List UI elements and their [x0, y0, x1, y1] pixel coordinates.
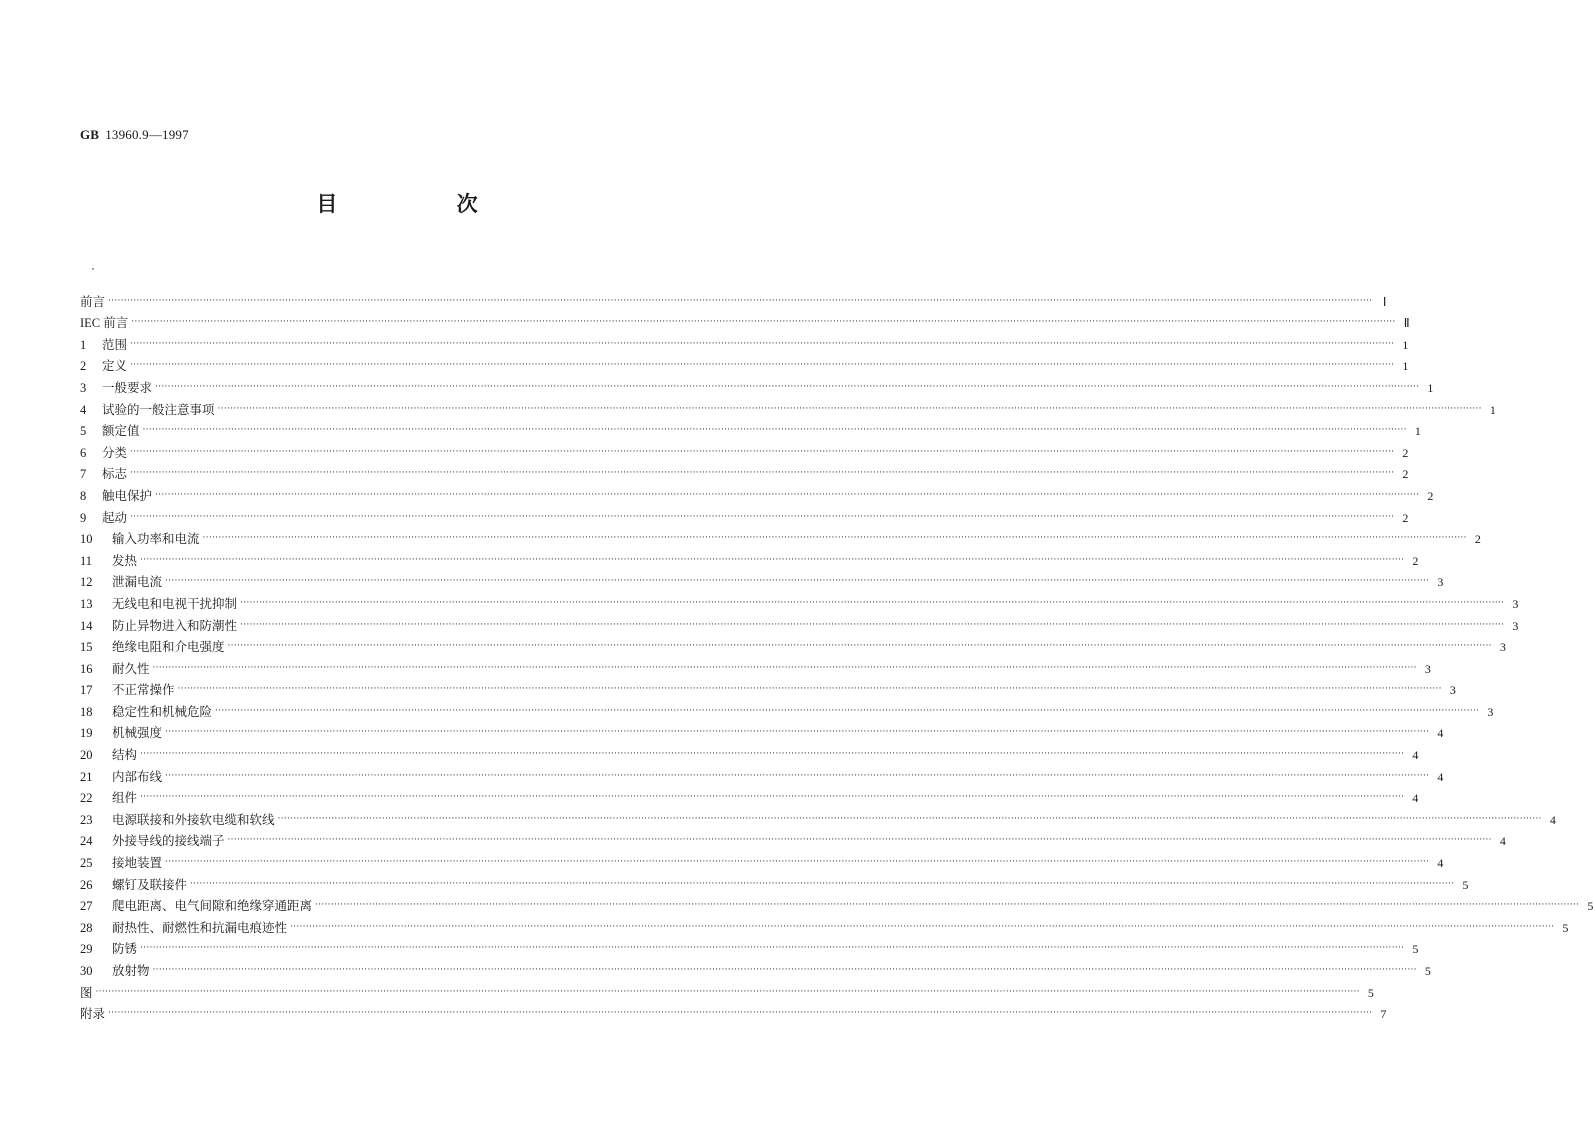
- toc-dot-leader: ················································································································································································································································································································································································································: [165, 857, 1430, 868]
- toc-entry[interactable]: [80, 395, 1496, 417]
- toc-entry-number: 22: [80, 791, 93, 806]
- toc-entry[interactable]: [80, 503, 1409, 525]
- toc-entry-page: 4: [1412, 748, 1419, 763]
- toc-dot-leader: ················································································································································································································································································································································································································: [240, 597, 1505, 608]
- toc-dot-leader: ················································································································································································································································································································································································································: [130, 511, 1395, 522]
- standard-prefix: GB: [80, 127, 100, 142]
- toc-entry-label: 图: [80, 984, 93, 1000]
- page-title: 目 次: [316, 192, 534, 216]
- toc-entry-number: 13: [80, 596, 93, 611]
- toc-entry-page: 4: [1437, 726, 1444, 741]
- toc-entry-number: 27: [80, 899, 93, 914]
- toc-entry-label: 机械强度: [112, 725, 163, 741]
- toc-entry-page: 1: [1402, 359, 1409, 374]
- toc-entry-number: 8: [80, 488, 87, 503]
- toc-dot-leader: ················································································································································································································································································································································································································: [130, 338, 1395, 349]
- toc-entry-page: 3: [1512, 618, 1519, 633]
- toc-dot-leader: ················································································································································································································································································································································································································: [190, 878, 1455, 889]
- toc-entry[interactable]: [80, 568, 1444, 590]
- toc-entry-page: Ⅰ: [1382, 294, 1387, 309]
- toc-entry[interactable]: [80, 330, 1409, 352]
- toc-dot-leader: ················································································································································································································································································································································································································: [165, 770, 1430, 781]
- toc-entry-number: 18: [80, 704, 93, 719]
- toc-dot-leader: ················································································································································································································································································································································································································: [130, 468, 1395, 479]
- toc-dot-leader: ················································································································································································································································································································································································································: [142, 425, 1407, 436]
- toc-entry-number: 19: [80, 726, 93, 741]
- toc-entry-page: 3: [1512, 596, 1519, 611]
- toc-dot-leader: ················································································································································································································································································································································································································: [227, 835, 1492, 846]
- toc-entry[interactable]: [80, 309, 1410, 331]
- toc-entry-label: 不正常操作: [112, 682, 175, 698]
- toc-dot-leader: ················································································································································································································································································································································································································: [108, 295, 1373, 306]
- toc-dot-leader: ················································································································································································································································································································································································································: [95, 986, 1360, 997]
- toc-dot-leader: ················································································································································································································································································································································································································: [140, 554, 1405, 565]
- toc-entry-number: 3: [80, 380, 87, 395]
- toc-dot-leader: ················································································································································································································································································································································································································: [155, 489, 1420, 500]
- toc-entry-label: 防止异物进入和防潮性: [112, 617, 238, 633]
- toc-entry-page: 1: [1489, 402, 1496, 417]
- toc-entry-label: 触电保护: [102, 487, 153, 503]
- toc-dot-leader: ················································································································································································································································································································································································································: [202, 533, 1467, 544]
- toc-dot-leader: ················································································································································································································································································································································································································: [240, 619, 1505, 630]
- toc-dot-leader: ················································································································································································································································································································································································································: [152, 965, 1417, 975]
- toc-entry[interactable]: [80, 848, 1444, 871]
- toc-entry-number: 15: [80, 640, 93, 655]
- toc-entry-page: 5: [1424, 964, 1431, 978]
- toc-dot-leader: ················································································································································································································································································································································································································: [130, 446, 1395, 457]
- toc-entry-label: 组件: [112, 790, 138, 806]
- toc-entry[interactable]: [80, 762, 1444, 784]
- toc-entry-label: 稳定性和机械危险: [112, 703, 213, 719]
- toc-entry[interactable]: [80, 784, 1419, 806]
- toc-dot-leader: ················································································································································································································································································································································································································: [165, 576, 1430, 587]
- toc-dot-leader: ················································································································································································································································································································································································································: [177, 684, 1442, 695]
- toc-entry-number: 21: [80, 769, 93, 784]
- toc-entry-number: 6: [80, 445, 87, 460]
- toc-entry-number: 7: [80, 467, 87, 482]
- toc-entry-page: 1: [1427, 380, 1434, 395]
- toc-entry-page: 3: [1487, 704, 1494, 719]
- toc-dot-leader: ················································································································································································································································································································································································································: [108, 1008, 1373, 1019]
- toc-entry[interactable]: [80, 481, 1434, 503]
- toc-entry[interactable]: [80, 978, 1374, 1000]
- toc-entry-number: 5: [80, 424, 87, 439]
- toc-entry-label: 前言: [80, 293, 106, 309]
- toc-entry-page: 3: [1449, 683, 1456, 698]
- toc-dot-leader: ················································································································································································································································································································································································································: [315, 900, 1580, 911]
- toc-dot-leader: ················································································································································································································································································································································································································: [155, 381, 1420, 392]
- toc-entry-page: 2: [1402, 467, 1409, 482]
- toc-entry-number: 17: [80, 683, 93, 698]
- toc-entry-label: 接地装置: [112, 855, 163, 871]
- toc-entry-label: 外接导线的接线端子: [112, 833, 225, 849]
- toc-entry-page: 2: [1402, 445, 1409, 460]
- toc-entry-number: 2: [80, 359, 87, 374]
- toc-entry[interactable]: [80, 438, 1409, 460]
- toc-entry-page: 4: [1412, 791, 1419, 806]
- toc-entry-number: 16: [80, 661, 93, 676]
- toc-entry[interactable]: [80, 417, 1421, 439]
- table-of-contents: [80, 287, 1593, 1022]
- toc-entry-label: 输入功率和电流: [112, 531, 200, 547]
- toc-entry[interactable]: [80, 892, 1593, 914]
- toc-entry-number: 23: [80, 812, 93, 827]
- toc-entry[interactable]: [80, 827, 1506, 849]
- toc-entry-number: 1: [80, 337, 87, 352]
- toc-dot-leader: ················································································································································································································································································································································································································: [227, 641, 1492, 652]
- toc-entry-label: 绝缘电阻和介电强度: [112, 639, 225, 655]
- toc-entry-page: 2: [1427, 488, 1434, 503]
- toc-entry-page: 4: [1437, 856, 1444, 871]
- toc-entry[interactable]: [80, 913, 1569, 935]
- toc-entry-label: 试验的一般注意事项: [102, 401, 215, 417]
- toc-entry-number: 9: [80, 510, 87, 525]
- toc-entry[interactable]: [80, 956, 1431, 978]
- toc-dot-leader: ················································································································································································································································································································································································································: [217, 403, 1482, 414]
- toc-entry[interactable]: [80, 373, 1434, 395]
- toc-entry[interactable]: [80, 589, 1519, 611]
- toc-entry[interactable]: [80, 719, 1444, 741]
- toc-entry-label: 发热: [112, 552, 138, 568]
- toc-entry[interactable]: [80, 460, 1409, 482]
- toc-entry-number: 12: [80, 575, 93, 590]
- toc-dot-leader: ················································································································································································································································································································································································································: [165, 727, 1430, 738]
- toc-entry-number: 11: [80, 553, 93, 568]
- toc-entry[interactable]: [80, 546, 1419, 568]
- toc-entry-label: 无线电和电视干扰抑制: [112, 595, 238, 611]
- toc-dot-leader: ················································································································································································································································································································································································································: [140, 749, 1405, 760]
- toc-entry[interactable]: [80, 697, 1494, 719]
- toc-entry-label: 泄漏电流: [112, 574, 163, 590]
- toc-entry-number: 10: [80, 532, 93, 547]
- toc-dot-leader: ················································································································································································································································································································································································································: [277, 813, 1542, 824]
- toc-entry-page: 3: [1437, 575, 1444, 590]
- toc-entry-label: 爬电距离、电气间隙和绝缘穿通距离: [112, 898, 313, 914]
- toc-entry[interactable]: [80, 611, 1519, 633]
- toc-entry[interactable]: [80, 740, 1419, 763]
- toc-entry-number: 30: [80, 964, 93, 978]
- toc-entry-label: 定义: [102, 358, 128, 374]
- toc-entry-number: 14: [80, 618, 93, 633]
- toc-entry-page: 4: [1437, 769, 1444, 784]
- toc-entry-label: 耐久性: [112, 660, 150, 676]
- toc-entry-page: 5: [1587, 899, 1593, 914]
- toc-entry-page: 3: [1424, 661, 1431, 676]
- toc-entry[interactable]: [80, 352, 1409, 374]
- toc-entry-number: 26: [80, 877, 93, 892]
- toc-entry-page: 5: [1367, 985, 1374, 1000]
- toc-entry[interactable]: [80, 654, 1431, 676]
- toc-entry-number: 25: [80, 856, 93, 871]
- toc-entry-label: 螺钉及联接件: [112, 876, 188, 892]
- toc-entry[interactable]: [80, 1000, 1387, 1022]
- toc-entry-number: 24: [80, 834, 93, 849]
- scan-speck: [92, 268, 94, 270]
- toc-entry-page: 2: [1474, 532, 1481, 547]
- toc-dot-leader: ················································································································································································································································································································································································································: [130, 360, 1395, 371]
- toc-entry[interactable]: [80, 935, 1419, 957]
- toc-entry-page: 1: [1402, 337, 1409, 352]
- toc-entry-label: 耐热性、耐燃性和抗漏电痕迹性: [112, 919, 288, 935]
- toc-entry-page: 1: [1414, 424, 1421, 439]
- toc-entry-number: 20: [80, 748, 93, 763]
- toc-entry-label: 一般要求: [102, 379, 153, 395]
- toc-entry[interactable]: [80, 633, 1506, 655]
- toc-entry-label: 防锈: [112, 941, 138, 957]
- toc-dot-leader: ················································································································································································································································································································································································································: [290, 921, 1555, 932]
- standard-number: 13960.9—1997: [105, 127, 189, 142]
- toc-entry-label: 电源联接和外接软电缆和软线: [112, 811, 275, 827]
- toc-entry-page: 3: [1499, 640, 1506, 655]
- toc-entry-number: 4: [80, 402, 87, 417]
- toc-entry-page: 7: [1380, 1007, 1387, 1022]
- toc-dot-leader: ················································································································································································································································································································································································································: [140, 792, 1405, 803]
- standard-code: [80, 127, 189, 143]
- toc-entry[interactable]: [80, 287, 1387, 309]
- toc-dot-leader: ················································································································································································································································································································································································································: [152, 662, 1417, 673]
- toc-entry-page: 2: [1412, 553, 1419, 568]
- toc-entry-page: 4: [1549, 812, 1556, 827]
- toc-entry-page: 5: [1562, 920, 1569, 935]
- toc-dot-leader: ················································································································································································································································································································································································································: [140, 943, 1405, 954]
- toc-entry-label: IEC 前言: [80, 316, 129, 331]
- toc-entry[interactable]: [80, 870, 1469, 892]
- toc-entry-label: 放射物: [112, 963, 150, 978]
- toc-entry[interactable]: [80, 676, 1456, 698]
- toc-entry-label: 起动: [102, 509, 128, 525]
- toc-entry-label: 范围: [102, 336, 128, 352]
- toc-dot-leader: ················································································································································································································································································································································································································: [131, 317, 1396, 328]
- toc-entry-number: 29: [80, 942, 93, 957]
- toc-entry-label: 标志: [102, 466, 128, 482]
- toc-entry[interactable]: [80, 525, 1481, 547]
- toc-entry-page: 5: [1462, 877, 1469, 892]
- toc-entry-label: 结构: [112, 747, 138, 763]
- toc-entry-label: 附录: [80, 1006, 106, 1022]
- toc-entry-page: Ⅱ: [1403, 316, 1410, 331]
- toc-entry[interactable]: [80, 805, 1556, 827]
- toc-entry-label: 分类: [102, 444, 128, 460]
- toc-dot-leader: ················································································································································································································································································································································································································: [215, 705, 1480, 716]
- toc-entry-page: 2: [1402, 510, 1409, 525]
- toc-entry-page: 4: [1499, 834, 1506, 849]
- toc-entry-label: 额定值: [102, 423, 140, 439]
- toc-entry-label: 内部布线: [112, 768, 163, 784]
- toc-entry-page: 5: [1412, 942, 1419, 957]
- toc-entry-number: 28: [80, 920, 93, 935]
